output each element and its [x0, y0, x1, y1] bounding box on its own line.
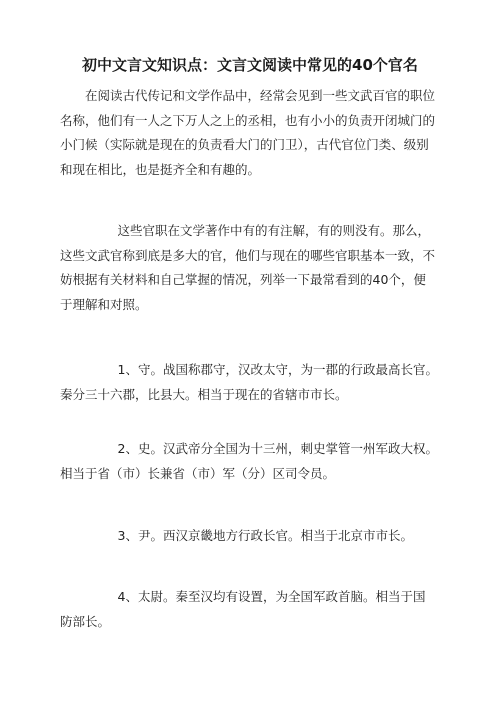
- paragraph-line: 4、太尉。秦至汉均有设置，为全国军政首脑。相当于国: [117, 589, 426, 604]
- paragraph-line: 名称，他们有一人之下万人之上的丞相，也有小小的负责开闭城门的: [60, 112, 436, 128]
- paragraph-intro: [60, 84, 450, 182]
- paragraph-line: 相当于省（市）长兼省（市）军（分）区司令员。: [60, 465, 336, 481]
- paragraph-line: 妨根据有关材料和自己掌握的情况，列举一下最常看到的40个，便: [60, 272, 426, 287]
- paragraph-explanation: [60, 219, 450, 317]
- paragraph-line: 于理解和对照。: [60, 296, 148, 312]
- list-item-2: [60, 437, 450, 486]
- paragraph-line: 秦分三十六郡，比县大。相当于现在的省辖市市长。: [60, 386, 348, 402]
- list-item-3: [60, 524, 450, 549]
- paragraph-line: 这些官职在文学著作中有的有注解，有的则没有。那么，: [117, 223, 431, 238]
- paragraph-line: 防部长。: [60, 613, 111, 629]
- list-item-1: [60, 358, 450, 407]
- paragraph-line: 1、守。战国称郡守，汉改太守，为一郡的行政最高长官。: [117, 362, 438, 377]
- document-title: 初中文言文知识点：文言文阅读中常见的40个官名: [82, 56, 418, 74]
- list-item-4: [60, 585, 450, 634]
- paragraph-line: 在阅读古代传记和文学作品中，经常会见到一些文武百官的职位: [85, 88, 436, 103]
- paragraph-line: 小门候（实际就是现在的负责看大门的门卫），古代官位门类、级别: [60, 137, 429, 152]
- paragraph-line: 3、尹。西汉京畿地方行政长官。相当于北京市市长。: [117, 528, 413, 543]
- paragraph-line: 和现在相比，也是挺齐全和有趣的。: [60, 161, 261, 177]
- paragraph-line: 这些文武官称到底是多大的官，他们与现在的哪些官职基本一致，不: [60, 247, 436, 263]
- paragraph-line: 2、史。汉武帝分全国为十三州，刺史掌管一州军政大权。: [117, 441, 438, 456]
